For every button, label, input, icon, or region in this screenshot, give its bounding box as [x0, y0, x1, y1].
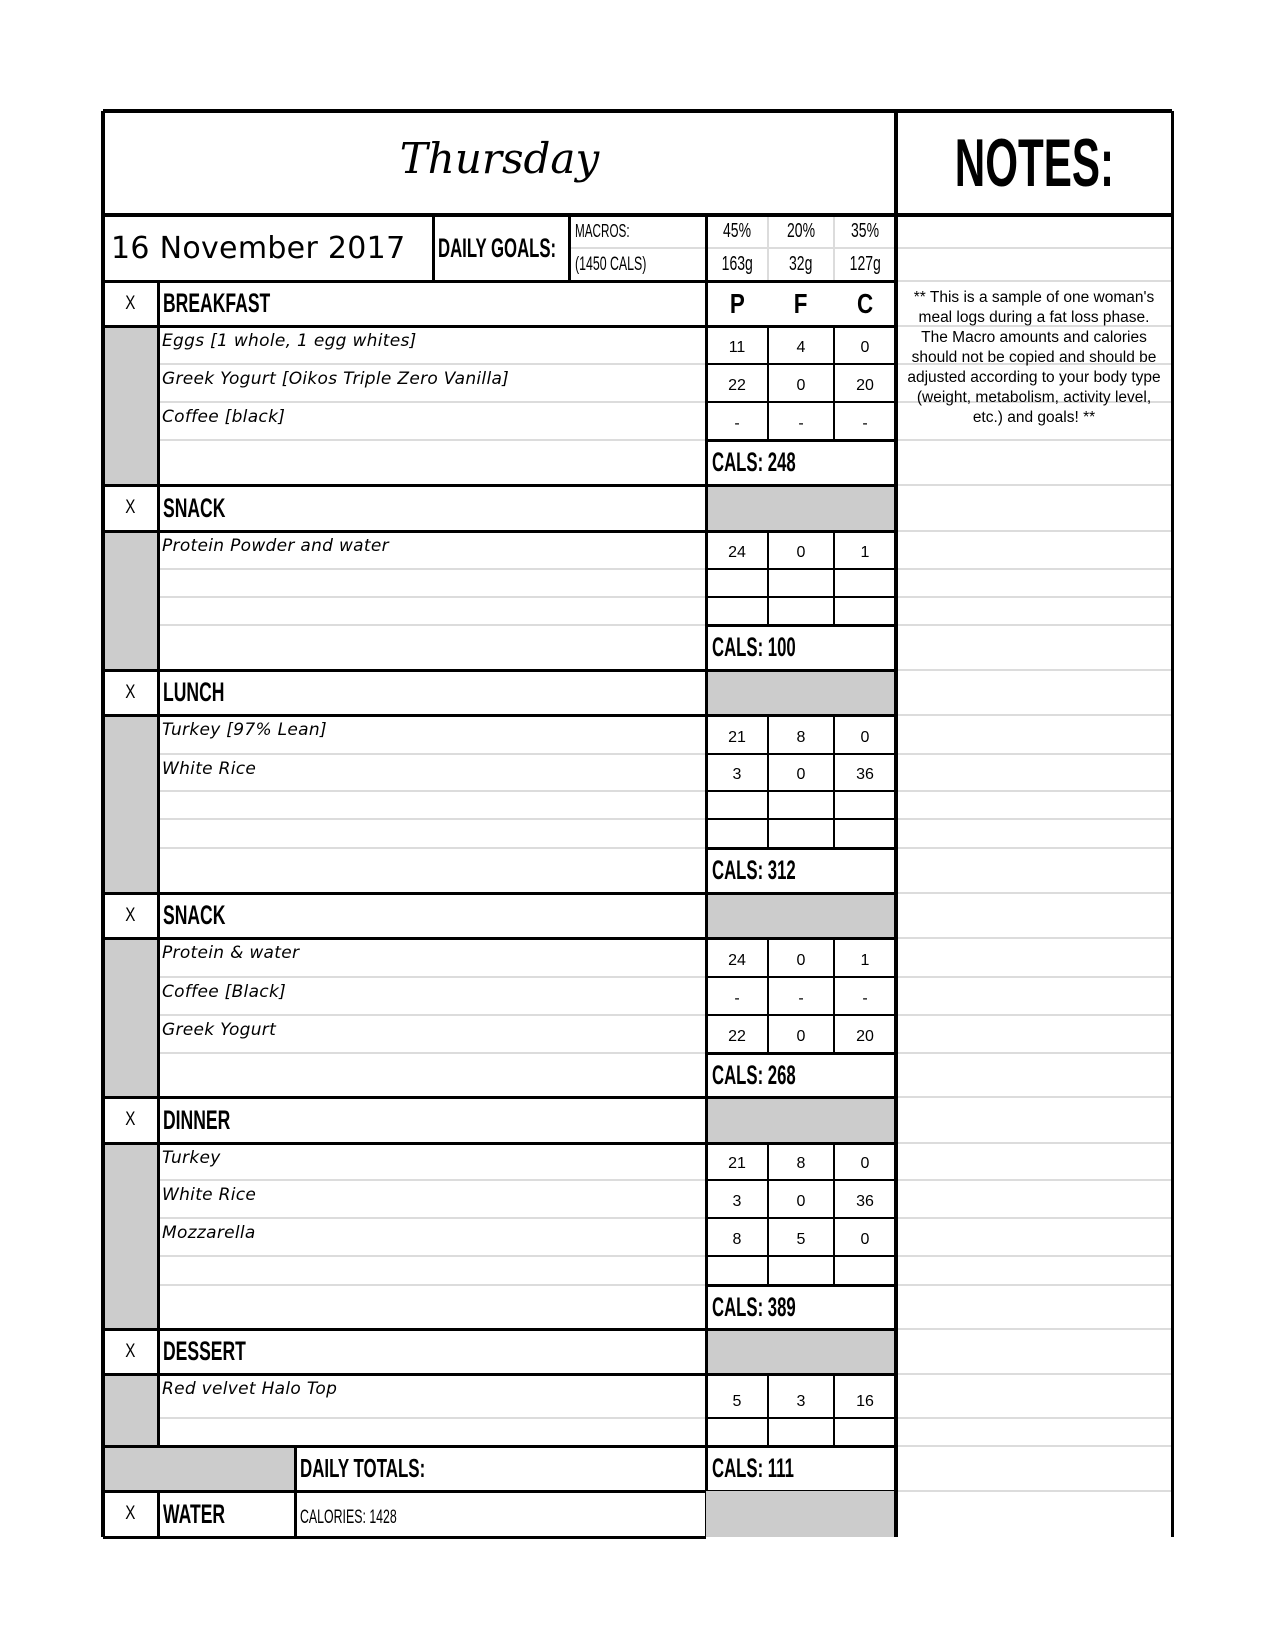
- notes-ruled-line: [896, 1096, 1172, 1098]
- notes-ruled-line: [896, 1217, 1172, 1219]
- notes-ruled-line: [896, 484, 1172, 486]
- macro-cell-c: 1: [834, 938, 896, 977]
- macro-cell-p: 24: [706, 531, 768, 569]
- notes-ruled-line: [896, 247, 1172, 249]
- goal-grams: 163g: [721, 253, 753, 275]
- outer-border: [1171, 111, 1174, 1537]
- macro-header-cell: [706, 281, 768, 326]
- daily-goals-label: DAILY GOALS:: [438, 232, 557, 263]
- total-calories-label: CALORIES: 1428: [300, 1507, 397, 1528]
- section-title: DINNER: [163, 1104, 231, 1135]
- notes-ruled-line: [896, 790, 1172, 792]
- macro-cell-c: 0: [834, 326, 896, 364]
- section-side-shade: [103, 938, 158, 1097]
- checkbox-mark-cell[interactable]: [103, 670, 158, 715]
- section-title: SNACK: [163, 900, 226, 930]
- cals-goal-label-cell: [569, 248, 706, 281]
- food-item-name-cell: [162, 819, 702, 848]
- macro-cell-p: -: [706, 977, 768, 1015]
- food-item-name-cell: [162, 597, 702, 625]
- totals-shade: [103, 1446, 295, 1491]
- macro-cell-f: [768, 569, 834, 597]
- title-border: [103, 213, 1172, 217]
- notes-ruled-line: [896, 568, 1172, 570]
- section-border: [705, 893, 708, 1097]
- checkbox-mark-cell[interactable]: [103, 1097, 158, 1143]
- section-border: [705, 1097, 708, 1329]
- cals-goal-label: (1450 CALS): [575, 253, 647, 275]
- macro-cell-p: 22: [706, 1015, 768, 1053]
- macro-cell-c: [834, 819, 896, 848]
- daily-total-calories-cell: [712, 1446, 896, 1491]
- food-item-name: Turkey [97% Lean]: [162, 720, 327, 740]
- food-item-name-cell: [162, 364, 702, 402]
- macro-cell-c: 20: [834, 364, 896, 402]
- macro-header-shade: [706, 670, 896, 715]
- food-item-name-cell: [162, 977, 702, 1015]
- goal-percent-cell: [834, 215, 896, 248]
- food-item-name: Turkey: [162, 1148, 221, 1168]
- notes-ruled-line: [896, 1052, 1172, 1054]
- goal-percent-cell: [706, 215, 768, 248]
- macro-cell-p: [706, 597, 768, 625]
- macro-cell-c: [834, 791, 896, 819]
- checkbox-mark: X: [125, 1109, 136, 1130]
- food-item-name-cell: [162, 1180, 702, 1218]
- goal-percent-cell: [768, 215, 834, 248]
- macro-cell-p: [706, 1418, 768, 1446]
- food-item-name: White Rice: [162, 1185, 257, 1205]
- food-item-name: Eggs [1 whole, 1 egg whites]: [162, 331, 417, 351]
- macro-cell-p: 21: [706, 1143, 768, 1180]
- notes-ruled-line: [896, 1445, 1172, 1447]
- macro-cell-p: [706, 819, 768, 848]
- macro-header: C: [856, 287, 874, 319]
- notes-ruled-line: [896, 892, 1172, 894]
- section-side-shade: [103, 1143, 158, 1329]
- section-title-cell: [163, 485, 706, 531]
- macro-header-shade: [706, 1097, 896, 1143]
- divider: [833, 215, 835, 281]
- food-item-name-cell: [162, 1143, 702, 1180]
- food-item-name: Red velvet Halo Top: [162, 1379, 338, 1399]
- section-calories-cell: [712, 1053, 896, 1097]
- checkbox-mark: X: [125, 904, 136, 926]
- section-border: [705, 485, 708, 670]
- macro-cell-f: 8: [768, 1143, 834, 1180]
- macro-header-shade: [706, 893, 896, 938]
- section-title-cell: [163, 281, 706, 326]
- macro-cell-f: 8: [768, 715, 834, 754]
- macro-cell-c: -: [834, 402, 896, 440]
- food-item-name: Greek Yogurt [Oikos Triple Zero Vanilla]: [162, 369, 510, 389]
- section-border: [103, 714, 896, 717]
- section-calories: CALS: 248: [712, 447, 796, 477]
- section-border: [705, 670, 708, 893]
- section-calories: CALS: 312: [712, 855, 796, 885]
- section-calories-cell: [712, 1285, 896, 1329]
- notes-ruled-line: [896, 530, 1172, 532]
- section-border: [157, 485, 160, 670]
- food-item-name: Mozzarella: [162, 1223, 256, 1243]
- goal-grams-cell: [768, 248, 834, 281]
- macro-cell-c: 36: [834, 1180, 896, 1218]
- divider: [706, 439, 896, 442]
- macro-cell-p: 21: [706, 715, 768, 754]
- daily-goals-label-cell: [433, 215, 569, 281]
- section-calories-cell: [712, 625, 896, 670]
- divider: [767, 215, 769, 281]
- macro-cell-c: [834, 569, 896, 597]
- goal-percent: 20%: [786, 220, 816, 242]
- macro-cell-f: 0: [768, 364, 834, 402]
- section-side-shade: [103, 531, 158, 670]
- macro-cell-c: 36: [834, 754, 896, 791]
- notes-ruled-line: [896, 624, 1172, 626]
- food-item-name-cell: [162, 938, 702, 977]
- macro-cell-p: -: [706, 402, 768, 440]
- checkbox-mark-cell[interactable]: [103, 1329, 158, 1374]
- section-title: SNACK: [163, 492, 226, 523]
- food-item-name: Protein Powder and water: [162, 536, 389, 556]
- macro-cell-c: [834, 1418, 896, 1446]
- macro-header: P: [729, 287, 745, 319]
- section-side-shade: [103, 326, 158, 485]
- macro-cell-c: 20: [834, 1015, 896, 1053]
- notes-ruled-line: [896, 753, 1172, 755]
- section-title: BREAKFAST: [163, 288, 271, 318]
- section-border: [103, 325, 896, 328]
- food-item-name-cell: [162, 1218, 702, 1256]
- divider: [706, 1284, 896, 1287]
- section-calories-cell: [712, 848, 896, 893]
- goal-grams-cell: [834, 248, 896, 281]
- daily-totals-label-cell: [300, 1446, 706, 1491]
- macro-cell-f: 5: [768, 1218, 834, 1256]
- food-item-name: Protein & water: [162, 943, 300, 963]
- macro-cell-c: 0: [834, 1218, 896, 1256]
- macro-cell-f: 0: [768, 531, 834, 569]
- section-border: [103, 280, 896, 283]
- section-border: [705, 281, 708, 485]
- section-border: [705, 1329, 708, 1446]
- food-item-name-cell: [162, 326, 702, 364]
- water-label: WATER: [163, 1498, 226, 1529]
- food-item-name-cell: [162, 1015, 702, 1053]
- section-border: [103, 892, 896, 895]
- food-item-name-cell: [162, 569, 702, 597]
- food-item-name-cell: [162, 715, 702, 754]
- macros-label-cell: [569, 215, 706, 248]
- divider: [103, 1445, 896, 1448]
- notes-title: NOTES:: [954, 125, 1114, 201]
- food-item-name: Coffee [black]: [162, 407, 286, 427]
- macro-cell-p: 24: [706, 938, 768, 977]
- divider: [103, 1536, 706, 1539]
- notes-ruled-line: [896, 669, 1172, 671]
- notes-ruled-line: [896, 1014, 1172, 1016]
- outer-border: [103, 109, 1172, 113]
- section-border: [103, 669, 896, 672]
- section-title-cell: [163, 1329, 706, 1374]
- daily-totals-label: DAILY TOTALS:: [300, 1453, 426, 1483]
- water-shade: [706, 1491, 896, 1537]
- macro-cell-f: 3: [768, 1374, 834, 1418]
- section-border: [157, 1329, 160, 1446]
- section-side-shade: [103, 715, 158, 893]
- macro-cell-p: [706, 1256, 768, 1285]
- notes-title-cell: [896, 111, 1172, 215]
- macro-cell-c: [834, 1256, 896, 1285]
- macro-cell-p: [706, 791, 768, 819]
- macro-cell-c: -: [834, 977, 896, 1015]
- section-border: [103, 1096, 896, 1099]
- macro-cell-p: [706, 569, 768, 597]
- macro-cell-c: 16: [834, 1374, 896, 1418]
- food-item-name-cell: [162, 1256, 702, 1285]
- macro-cell-f: [768, 1256, 834, 1285]
- macro-header-shade: [706, 485, 896, 531]
- macro-cell-p: 3: [706, 754, 768, 791]
- macro-cell-c: 0: [834, 715, 896, 754]
- notes-ruled-line: [896, 1328, 1172, 1330]
- goal-grams-cell: [706, 248, 768, 281]
- checkbox-mark-cell[interactable]: [103, 281, 158, 326]
- section-border: [103, 530, 896, 533]
- goal-divider: [569, 247, 706, 249]
- macro-cell-p: 8: [706, 1218, 768, 1256]
- section-calories: CALS: 268: [712, 1059, 796, 1090]
- food-item-name-cell: [162, 1374, 702, 1418]
- notes-ruled-line: [896, 1373, 1172, 1375]
- goal-grams: 32g: [789, 253, 813, 275]
- section-border: [103, 484, 896, 487]
- date-label: 16 November 2017: [111, 230, 406, 266]
- section-calories: CALS: 100: [712, 632, 796, 662]
- macro-cell-f: -: [768, 402, 834, 440]
- macro-header-cell: [768, 281, 834, 326]
- divider: [432, 215, 435, 281]
- section-border: [157, 281, 160, 485]
- macro-cell-f: 0: [768, 938, 834, 977]
- macro-cell-c: [834, 597, 896, 625]
- date-label-cell: [111, 215, 433, 281]
- section-border: [157, 893, 160, 1097]
- section-border: [103, 1142, 896, 1145]
- divider: [568, 215, 571, 281]
- notes-ruled-line: [896, 1255, 1172, 1257]
- notes-disclaimer: ** This is a sample of one woman's meal logs during a fat loss phase. The Macro amounts and calories should not be copied and should be adjusted according to your body type (weight, metabolism, activity level, etc.) and goals! **: [907, 289, 1161, 426]
- checkbox-mark: X: [125, 681, 136, 703]
- macro-cell-c: 0: [834, 1143, 896, 1180]
- notes-ruled-line: [896, 714, 1172, 716]
- food-item-name-cell: [162, 791, 702, 819]
- notes-ruled-line: [896, 596, 1172, 598]
- goal-percent: 35%: [850, 220, 880, 242]
- macro-cell-f: 0: [768, 1180, 834, 1218]
- macro-header-cell: [834, 281, 896, 326]
- food-item-name: Greek Yogurt: [162, 1020, 277, 1040]
- checkbox-mark: X: [125, 1340, 136, 1362]
- goal-grams: 127g: [849, 253, 881, 275]
- macro-cell-p: 3: [706, 1180, 768, 1218]
- notes-ruled-line: [896, 1284, 1172, 1286]
- section-title-cell: [163, 893, 706, 938]
- macro-cell-p: 5: [706, 1374, 768, 1418]
- checkbox-mark-cell[interactable]: [103, 485, 158, 531]
- macro-cell-c: 1: [834, 531, 896, 569]
- notes-ruled-line: [896, 976, 1172, 978]
- notes-ruled-line: [896, 818, 1172, 820]
- section-border: [157, 670, 160, 893]
- section-border: [103, 937, 896, 940]
- water-label-cell: [163, 1491, 295, 1537]
- food-item-name-cell: [162, 402, 702, 440]
- divider: [706, 624, 896, 627]
- divider: [706, 1052, 896, 1055]
- section-side-shade: [103, 1374, 158, 1446]
- section-border: [103, 1373, 896, 1376]
- day-title: Thursday: [399, 133, 600, 183]
- day-title-cell: [103, 111, 896, 215]
- section-title: DESSERT: [163, 1336, 246, 1366]
- notes-ruled-line: [896, 847, 1172, 849]
- macro-cell-f: 0: [768, 1015, 834, 1053]
- section-calories-cell: [712, 440, 896, 485]
- checkbox-mark-cell[interactable]: [103, 893, 158, 938]
- macro-cell-p: 11: [706, 326, 768, 364]
- macro-cell-f: 0: [768, 754, 834, 791]
- section-title-cell: [163, 1097, 706, 1143]
- notes-ruled-line: [896, 1142, 1172, 1144]
- macro-cell-p: 22: [706, 364, 768, 402]
- notes-ruled-line: [896, 1179, 1172, 1181]
- section-title-cell: [163, 670, 706, 715]
- divider: [157, 1491, 160, 1537]
- food-item-name: White Rice: [162, 759, 257, 779]
- section-border: [103, 1328, 896, 1331]
- macro-cell-f: [768, 819, 834, 848]
- water-checkbox-mark: X: [125, 1503, 136, 1524]
- goal-divider: [706, 247, 896, 249]
- daily-total-calories: CALS: 111: [712, 1453, 794, 1483]
- notes-ruled-line: [896, 1417, 1172, 1419]
- macro-cell-f: [768, 791, 834, 819]
- food-item-name-cell: [162, 1418, 702, 1446]
- goal-percent: 45%: [722, 220, 752, 242]
- section-title: LUNCH: [163, 677, 225, 707]
- checkbox-mark: X: [125, 292, 136, 314]
- macro-cell-f: [768, 597, 834, 625]
- outer-border: [894, 111, 898, 1537]
- outer-border: [101, 111, 105, 1537]
- food-item-name: Coffee [Black]: [162, 982, 287, 1002]
- checkbox-mark: X: [125, 497, 136, 518]
- total-calories-label-cell: [300, 1491, 706, 1537]
- macro-cell-f: 4: [768, 326, 834, 364]
- divider: [706, 847, 896, 850]
- macros-label: MACROS:: [575, 221, 630, 241]
- macro-header: F: [794, 287, 808, 319]
- section-calories: CALS: 389: [712, 1291, 796, 1322]
- notes-ruled-line: [896, 937, 1172, 939]
- macro-cell-f: [768, 1418, 834, 1446]
- divider: [705, 215, 708, 281]
- notes-ruled-line: [896, 1490, 1172, 1492]
- section-border: [157, 1097, 160, 1329]
- food-item-name-cell: [162, 754, 702, 791]
- notes-ruled-line: [896, 280, 1172, 282]
- macro-header-shade: [706, 1329, 896, 1374]
- macro-cell-f: -: [768, 977, 834, 1015]
- water-checkbox-mark-cell[interactable]: [103, 1491, 158, 1537]
- food-item-name-cell: [162, 531, 702, 569]
